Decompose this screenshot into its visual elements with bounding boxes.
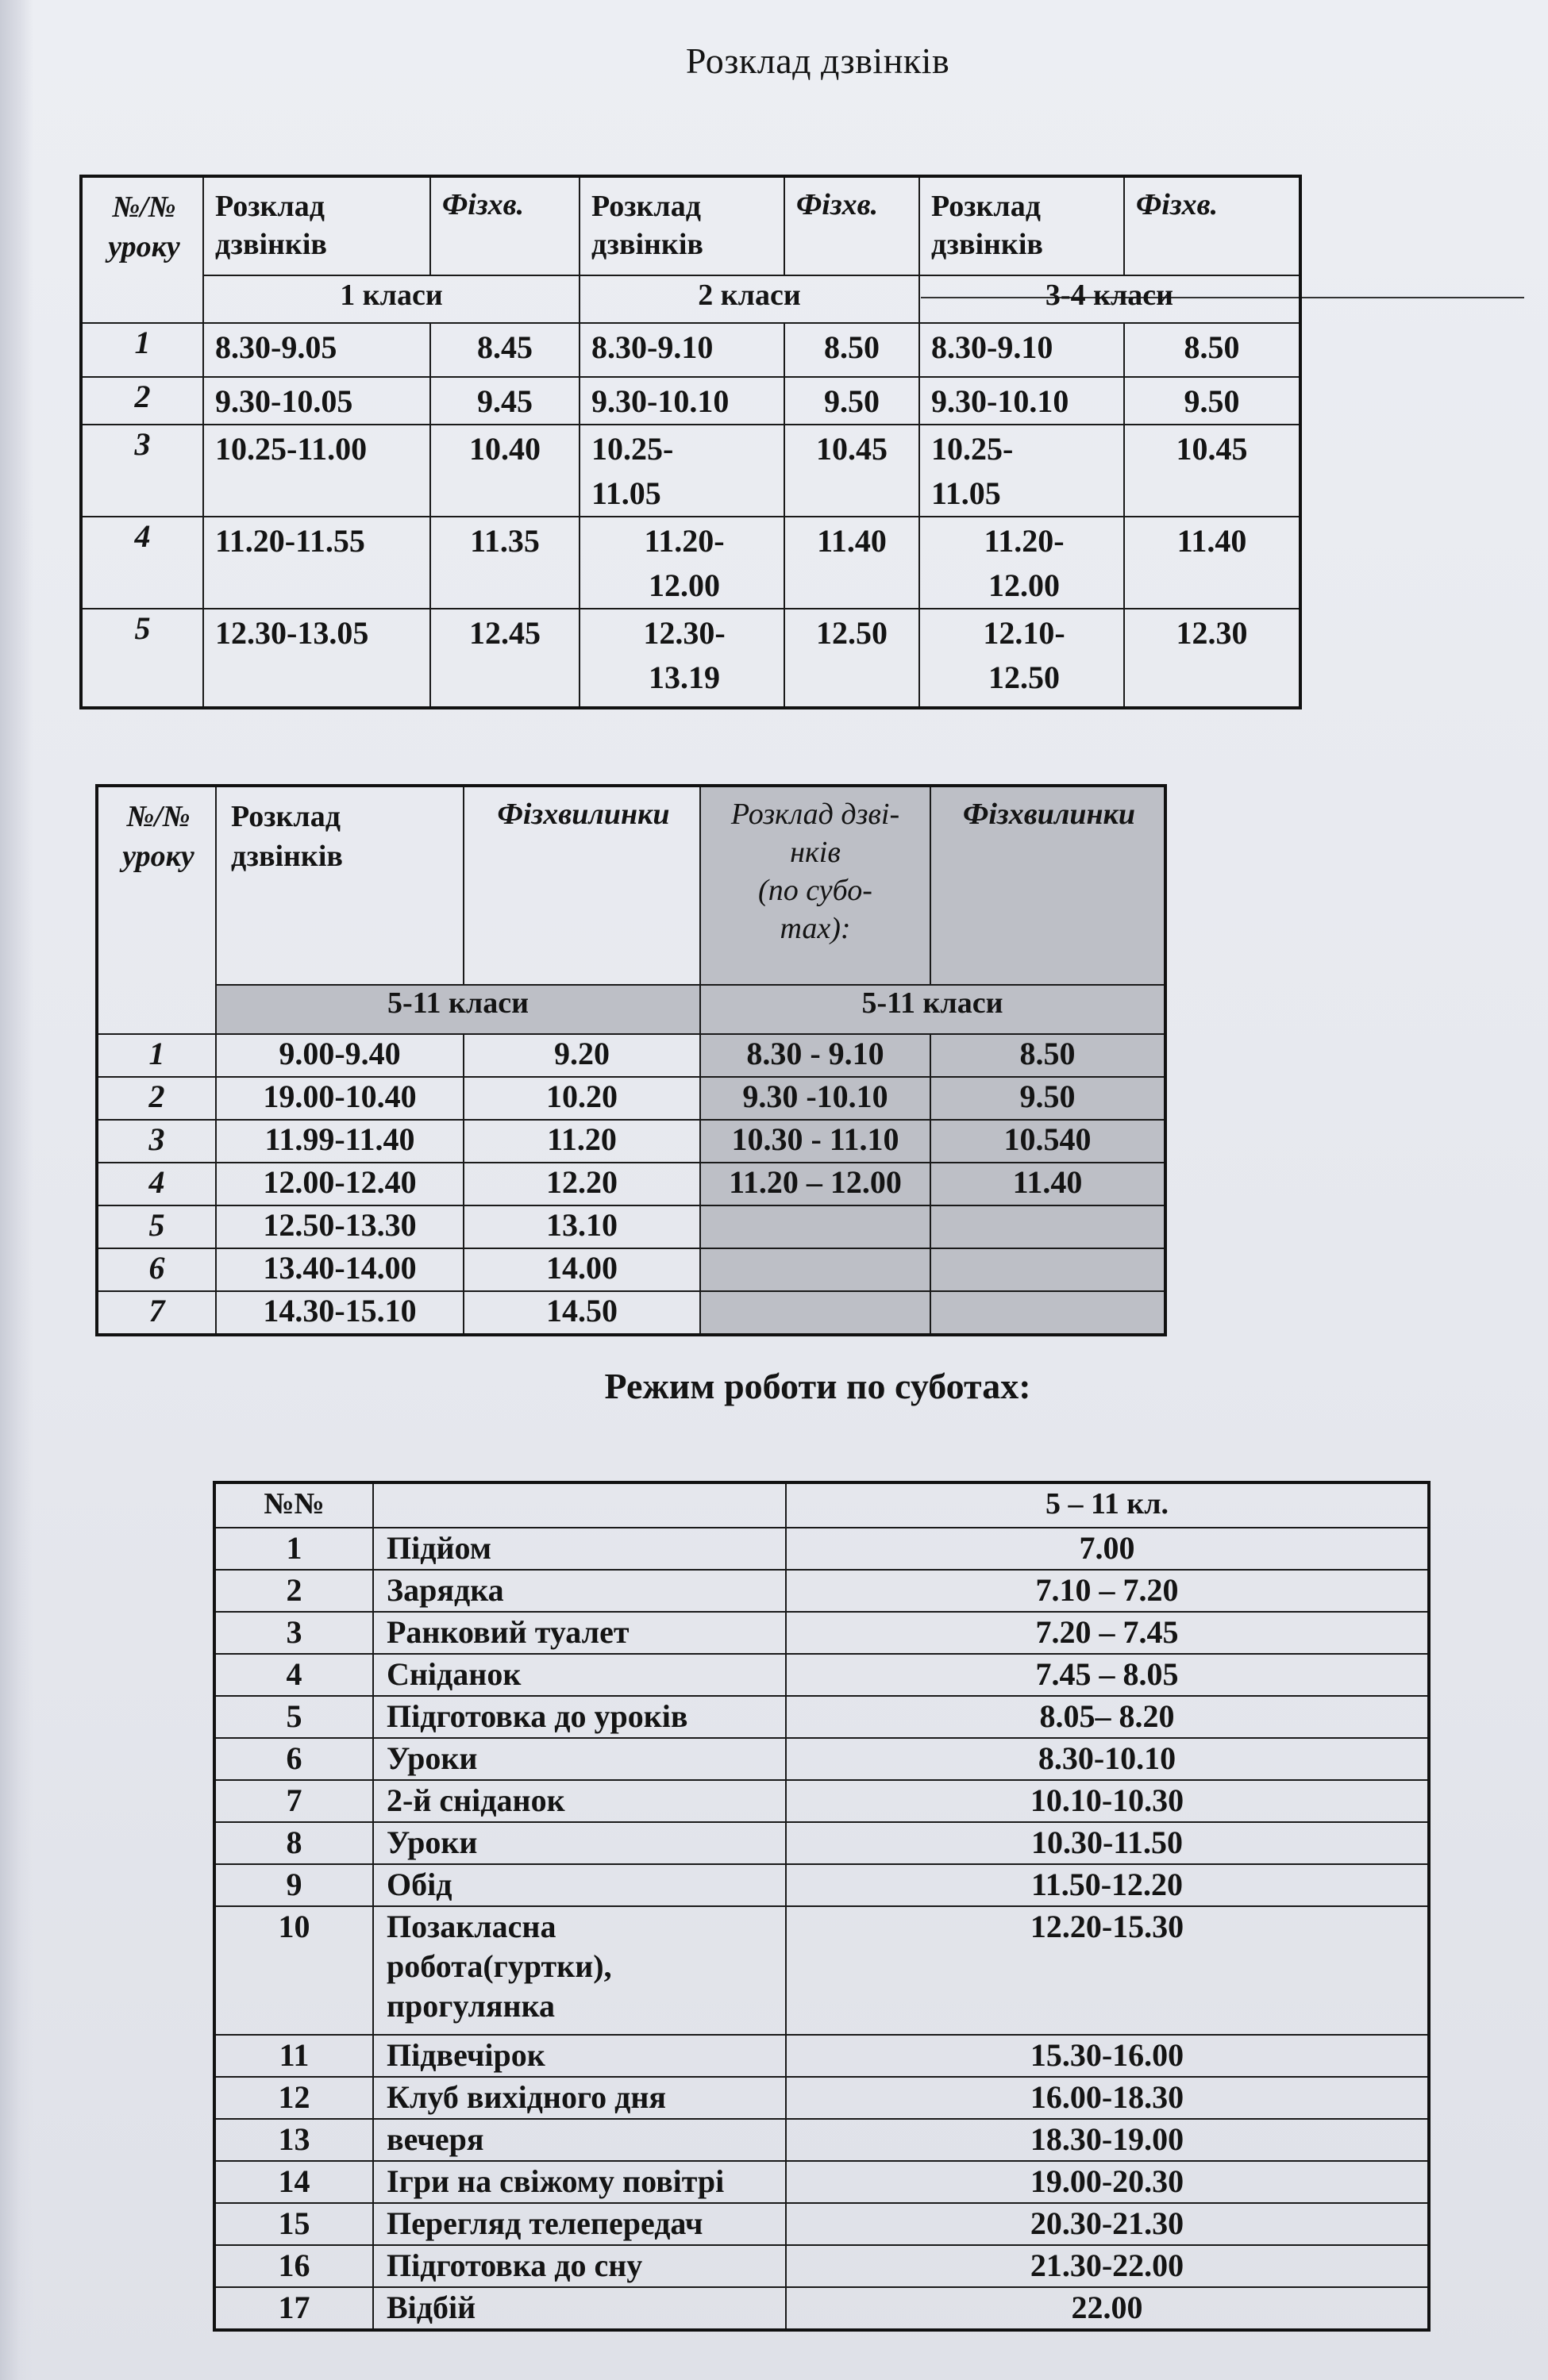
grade1-phys: 11.35 [430,517,580,609]
weekday-time: 19.00-10.40 [216,1077,464,1120]
lesson-number: 3 [97,1120,216,1163]
saturday-time [700,1291,930,1335]
saturday-routine-table [213,1481,1431,2332]
table-row [214,2203,1429,2245]
activity-time: 18.30-19.00 [786,2119,1429,2161]
table-row [214,1738,1429,1780]
activity-time: 7.20 – 7.45 [786,1612,1429,1654]
item-number: 11 [214,2035,373,2077]
weekday-time: 14.30-15.10 [216,1291,464,1335]
saturday-mode-title: Режим роботи по суботах: [604,1366,1031,1406]
lesson-number: 2 [81,377,203,425]
item-number: 4 [214,1654,373,1696]
weekday-time: 13.40-14.00 [216,1248,464,1291]
lesson-number: 6 [97,1248,216,1291]
item-number: 13 [214,2119,373,2161]
grade2-time: 12.30- 13.19 [580,609,784,708]
table-row [214,1822,1429,1864]
grade34-time: 12.10- 12.50 [919,609,1124,708]
saturday-time [700,1248,930,1291]
grade2-phys: 8.50 [784,323,919,377]
grade1-phys: 12.45 [430,609,580,708]
lesson-number: 7 [97,1291,216,1335]
activity-time: 20.30-21.30 [786,2203,1429,2245]
saturday-phys [930,1205,1165,1248]
header-lesson-number: №/№ уроку [81,176,203,323]
table-row [214,1696,1429,1738]
weekday-phys: 14.50 [464,1291,700,1335]
activity-time: 10.10-10.30 [786,1780,1429,1822]
activity-time: 22.00 [786,2287,1429,2330]
table-row [214,2245,1429,2287]
table-row [214,1570,1429,1612]
group-label-grade34: 3-4 класи [919,275,1300,323]
saturday-time: 8.30 - 9.10 [700,1034,930,1077]
table-row [81,377,1300,425]
activity-name: Відбій [373,2287,786,2330]
item-number: 7 [214,1780,373,1822]
table-row [214,1780,1429,1822]
grade34-phys: 11.40 [1124,517,1300,609]
saturday-phys [930,1248,1165,1291]
activity-time: 7.00 [786,1528,1429,1570]
activity-name: Обід [373,1864,786,1906]
item-number: 9 [214,1864,373,1906]
lesson-number: 1 [97,1034,216,1077]
grade2-time: 10.25- 11.05 [580,425,784,517]
activity-name: Ігри на свіжому повітрі [373,2161,786,2203]
weekday-time: 11.99-11.40 [216,1120,464,1163]
lesson-number: 5 [97,1205,216,1248]
activity-name: Клуб вихідного дня [373,2077,786,2119]
table-row [81,425,1300,517]
saturday-phys: 8.50 [930,1034,1165,1077]
grade1-phys: 9.45 [430,377,580,425]
table-row [97,1163,1165,1205]
grade2-time: 9.30-10.10 [580,377,784,425]
activity-name: вечеря [373,2119,786,2161]
lesson-number: 5 [81,609,203,708]
grade1-time: 8.30-9.05 [203,323,430,377]
saturday-phys: 11.40 [930,1163,1165,1205]
activity-name: Сніданок [373,1654,786,1696]
table-row [81,517,1300,609]
table-row [97,1205,1165,1248]
grade34-phys: 10.45 [1124,425,1300,517]
item-number: 17 [214,2287,373,2330]
lesson-number: 4 [97,1163,216,1205]
saturday-time: 10.30 - 11.10 [700,1120,930,1163]
header-schedule-grade1: Розклад дзвінків [203,176,430,275]
bell-schedule-table-1-4 [79,175,1302,709]
grade2-time: 11.20- 12.00 [580,517,784,609]
group-label-weekday: 5-11 класи [216,985,700,1034]
weekday-phys: 11.20 [464,1120,700,1163]
saturday-time [700,1205,930,1248]
item-number: 16 [214,2245,373,2287]
table-row [97,1120,1165,1163]
grade1-phys: 10.40 [430,425,580,517]
grade1-time: 9.30-10.05 [203,377,430,425]
item-number: 12 [214,2077,373,2119]
table-row [214,1528,1429,1570]
activity-name: 2-й сніданок [373,1780,786,1822]
activity-time: 7.45 – 8.05 [786,1654,1429,1696]
activity-name: Позакласна робота(гуртки), прогулянка [373,1906,786,2035]
grade34-phys: 12.30 [1124,609,1300,708]
header-schedule: Розклад дзвінків [216,786,464,985]
header-phys-grade2: Фізхв. [784,176,919,275]
grade34-time: 11.20- 12.00 [919,517,1124,609]
activity-name: Уроки [373,1738,786,1780]
grade1-time: 10.25-11.00 [203,425,430,517]
activity-time: 8.05– 8.20 [786,1696,1429,1738]
activity-name: Уроки [373,1822,786,1864]
activity-name: Підготовка до сну [373,2245,786,2287]
item-number: 5 [214,1696,373,1738]
grade2-phys: 12.50 [784,609,919,708]
page-title: Розклад дзвінків [685,40,950,81]
activity-time: 7.10 – 7.20 [786,1570,1429,1612]
table-row [214,2077,1429,2119]
saturday-time: 11.20 – 12.00 [700,1163,930,1205]
group-label-saturday: 5-11 класи [700,985,1165,1034]
item-number: 14 [214,2161,373,2203]
grade2-phys: 11.40 [784,517,919,609]
item-number: 15 [214,2203,373,2245]
group-label-grade2: 2 класи [580,275,919,323]
activity-time: 19.00-20.30 [786,2161,1429,2203]
weekday-phys: 14.00 [464,1248,700,1291]
header-saturday-phys: Фізхвилинки [930,786,1165,985]
grade34-time: 9.30-10.10 [919,377,1124,425]
header-phys-grade34: Фізхв. [1124,176,1300,275]
table-row [214,2161,1429,2203]
table-row [214,1864,1429,1906]
activity-time: 11.50-12.20 [786,1864,1429,1906]
activity-name: Підготовка до уроків [373,1696,786,1738]
item-number: 6 [214,1738,373,1780]
header-lesson-number: №/№ уроку [97,786,216,1034]
grade34-time: 8.30-9.10 [919,323,1124,377]
grade2-phys: 10.45 [784,425,919,517]
activity-name: Підйом [373,1528,786,1570]
table-row [214,2119,1429,2161]
weekday-phys: 13.10 [464,1205,700,1248]
activity-time: 16.00-18.30 [786,2077,1429,2119]
table-row [214,1654,1429,1696]
weekday-phys: 12.20 [464,1163,700,1205]
header-schedule-grade2: Розклад дзвінків [580,176,784,275]
weekday-time: 9.00-9.40 [216,1034,464,1077]
weekday-time: 12.00-12.40 [216,1163,464,1205]
table-row [214,2287,1429,2330]
lesson-number: 3 [81,425,203,517]
table-row [97,1248,1165,1291]
activity-time: 8.30-10.10 [786,1738,1429,1780]
saturday-phys: 9.50 [930,1077,1165,1120]
saturday-phys [930,1291,1165,1335]
activity-time: 15.30-16.00 [786,2035,1429,2077]
grade34-time: 10.25- 11.05 [919,425,1124,517]
grade2-time: 8.30-9.10 [580,323,784,377]
weekday-phys: 9.20 [464,1034,700,1077]
item-number: 2 [214,1570,373,1612]
saturday-phys: 10.540 [930,1120,1165,1163]
grade1-phys: 8.45 [430,323,580,377]
header-activity [373,1482,786,1528]
table-row [81,323,1300,377]
bell-schedule-table-5-11 [95,784,1167,1336]
table-row [214,1612,1429,1654]
header-grades: 5 – 11 кл. [786,1482,1429,1528]
table-row [97,1077,1165,1120]
table-row [97,1291,1165,1335]
item-number: 8 [214,1822,373,1864]
header-saturday-schedule: Розклад дзві- нків (по субо- тах): [700,786,930,985]
activity-name: Підвечірок [373,2035,786,2077]
lesson-number: 4 [81,517,203,609]
activity-time: 21.30-22.00 [786,2245,1429,2287]
weekday-time: 12.50-13.30 [216,1205,464,1248]
group-label-grade1: 1 класи [203,275,580,323]
activity-time: 10.30-11.50 [786,1822,1429,1864]
activity-time: 12.20-15.30 [786,1906,1429,2035]
grade34-phys: 8.50 [1124,323,1300,377]
grade1-time: 11.20-11.55 [203,517,430,609]
activity-name: Зарядка [373,1570,786,1612]
item-number: 3 [214,1612,373,1654]
header-phys: Фізхвилинки [464,786,700,985]
table-row [214,1906,1429,2035]
table-row [214,2035,1429,2077]
lesson-number: 2 [97,1077,216,1120]
lesson-number: 1 [81,323,203,377]
weekday-phys: 10.20 [464,1077,700,1120]
activity-name: Перегляд телепередач [373,2203,786,2245]
activity-name: Ранковий туалет [373,1612,786,1654]
header-schedule-grade34: Розклад дзвінків [919,176,1124,275]
item-number: 10 [214,1906,373,2035]
grade2-phys: 9.50 [784,377,919,425]
table-row [97,1034,1165,1077]
table-row [81,609,1300,708]
grade34-phys: 9.50 [1124,377,1300,425]
grade1-time: 12.30-13.05 [203,609,430,708]
saturday-time: 9.30 -10.10 [700,1077,930,1120]
header-phys-grade1: Фізхв. [430,176,580,275]
item-number: 1 [214,1528,373,1570]
page-edge-shadow [0,0,33,2380]
header-number: №№ [214,1482,373,1528]
